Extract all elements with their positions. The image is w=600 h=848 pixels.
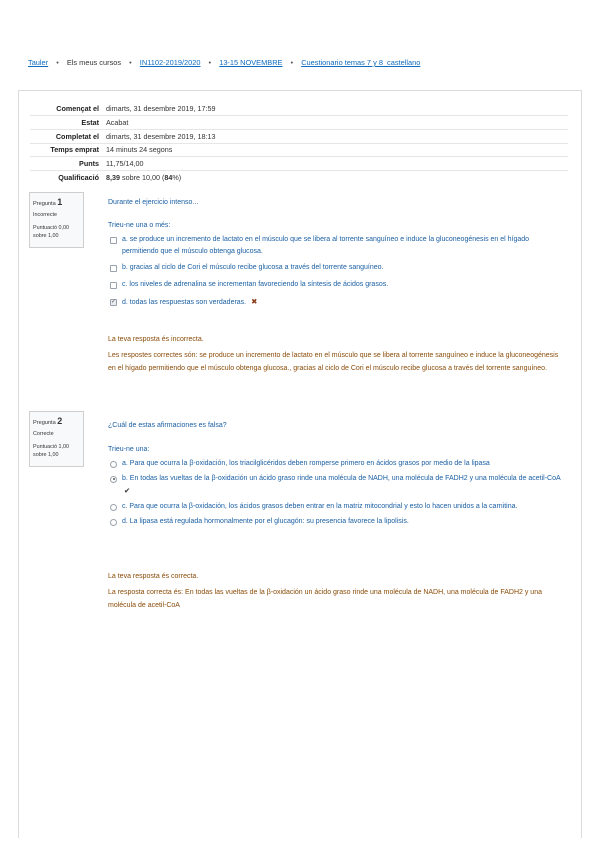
summary-value: Acabat [106,118,129,128]
question-text: Durante el ejercicio intenso... [108,199,199,206]
attempt-summary-table [30,102,568,184]
feedback-verdict: La teva resposta és correcta. [108,573,199,580]
summary-label: Completat el [55,131,99,141]
breadcrumb-courses: Els meus cursos [66,58,122,67]
radio-icon[interactable] [110,461,117,468]
checkbox-checked-icon[interactable]: ✓ [111,298,117,305]
summary-value: dimarts, 31 desembre 2019, 17:59 [106,104,216,114]
question-state: Correcte [33,431,54,438]
answer-prompt: Trieu-ne una: [108,446,150,453]
radio-icon[interactable] [110,519,117,526]
breadcrumb-separator: • [56,58,59,67]
question-state: Incorrecte [33,212,57,219]
grade-value [106,170,568,184]
question-feedback [108,571,563,612]
summary-row [30,157,568,171]
checkbox-icon[interactable] [110,282,117,289]
breadcrumb-quiz-link[interactable]: Cuestionario temas 7 y 8_castellano [301,58,421,67]
answer-list [109,458,564,527]
radio-icon[interactable] [110,504,117,511]
breadcrumb-home-link[interactable]: Tauler [28,58,49,67]
grade-label: Qualificació [58,173,99,183]
summary-row [30,143,568,157]
answer-prompt: Trieu-ne una o més: [108,222,171,229]
summary-label: Començat el [56,104,99,114]
answer-option[interactable] [109,473,564,498]
feedback-correct-answer: Les respostes correctes són: se produce un incremento de lactato en el músculo que se libera al torrente sanguíneo e induce la gluconeogénesis en el hígado permitiendo que el músculo obtenga glucosa., gracias al ciclo de Cori el músculo recibe glucosa a través del torrente sanguíneo. [108,352,559,372]
question-feedback [108,334,563,375]
answer-text: a. se produce un incremento de lactato en el músculo que se libera al torrente sanguíneo e induce la gluconeogénesis en el hígado permitiendo que el músculo obtenga glucosa. [122,236,530,255]
answer-text: b. En todas las vueltas de la β-oxidación un ácido graso rinde una molécula de NADH, una molécula de FADH2 y una molécula de acetil-CoA [122,474,561,482]
grade-percent-suffix: %) [172,173,182,183]
answer-text: a. Para que ocurra la β-oxidación, los triacilglicéridos deben romperse primero en ácidos grasos por medio de la lipasa [122,460,490,467]
summary-row [30,129,568,143]
answer-list [109,234,564,308]
checkbox-icon[interactable] [110,237,117,244]
answer-option[interactable] [109,501,564,513]
answer-option[interactable] [109,458,564,470]
grade-out-of: sobre 10,00 ( [122,173,165,183]
incorrect-icon: ✖ [251,296,258,306]
answer-text: c. los niveles de adrenalina se incrementan favoreciendo la síntesis de ácidos grasos. [122,280,389,288]
summary-label: Punts [79,159,99,169]
summary-value: 14 minuts 24 segons [106,145,173,155]
question-info-box [29,192,84,248]
answer-text: c. Para que ocurra la β-oxidación, los ácidos grasos deben entrar en la matriz mitocondrial y esto lo hacen unidos a la carnitina. [122,502,518,510]
summary-label: Temps emprat [50,145,99,155]
question-points: Puntuació 0,00 sobre 1,00 [33,224,69,239]
answer-text: d. La lipasa está regulada hormonalmente por el glucagón: su presencia favorece la lipolisis. [122,517,409,525]
breadcrumb-separator: • [129,58,132,67]
breadcrumb-course-link[interactable]: IN1102-2019/2020 [139,58,201,67]
answer-text: d. todas las respuestas son verdaderas. [122,298,247,306]
question-number-value: 1 [57,197,63,207]
breadcrumb [28,58,420,67]
question-text: ¿Cuál de estas afirmaciones es falsa? [108,422,227,429]
answer-option[interactable] [109,262,564,274]
answer-option[interactable] [109,279,564,291]
breadcrumb-separator: • [290,58,294,67]
feedback-correct-answer: La resposta correcta és: En todas las vueltas de la β-oxidación un ácido graso rinde una molécula de NADH, una molécula de FADH2 y una molécula de acetil-CoA [108,589,542,609]
question-number-label: Pregunta [33,420,56,426]
answer-text: b. gracias al ciclo de Cori el músculo recibe glucosa a través del torrente sanguíneo. [122,263,384,271]
feedback-verdict: La teva resposta és incorrecta. [108,336,204,343]
summary-row [30,116,568,130]
answer-option[interactable] [109,234,564,258]
question-number [33,415,80,428]
question-number-label: Pregunta [33,201,56,207]
answer-option[interactable] [109,516,564,528]
answer-option[interactable] [109,296,564,309]
summary-value: 11,75/14,00 [106,159,144,169]
summary-value: dimarts, 31 desembre 2019, 18:13 [106,131,216,141]
question-info-box [29,411,84,467]
grade-score: 8,39 [106,173,120,183]
question-number-value: 2 [57,416,63,426]
summary-row-grade [30,170,568,184]
checkbox-icon[interactable] [110,265,117,272]
question-points: Puntuació 1,00 sobre 1,00 [33,443,69,458]
breadcrumb-separator: • [208,58,212,67]
summary-label: Estat [81,118,99,128]
breadcrumb-section-link[interactable]: 13-15 NOVEMBRE [219,58,283,67]
summary-row [30,102,568,116]
radio-selected-icon[interactable] [110,476,117,483]
grade-percent: 84 [164,173,173,183]
question-number [33,196,80,209]
correct-check-icon: ✔ [124,485,131,495]
